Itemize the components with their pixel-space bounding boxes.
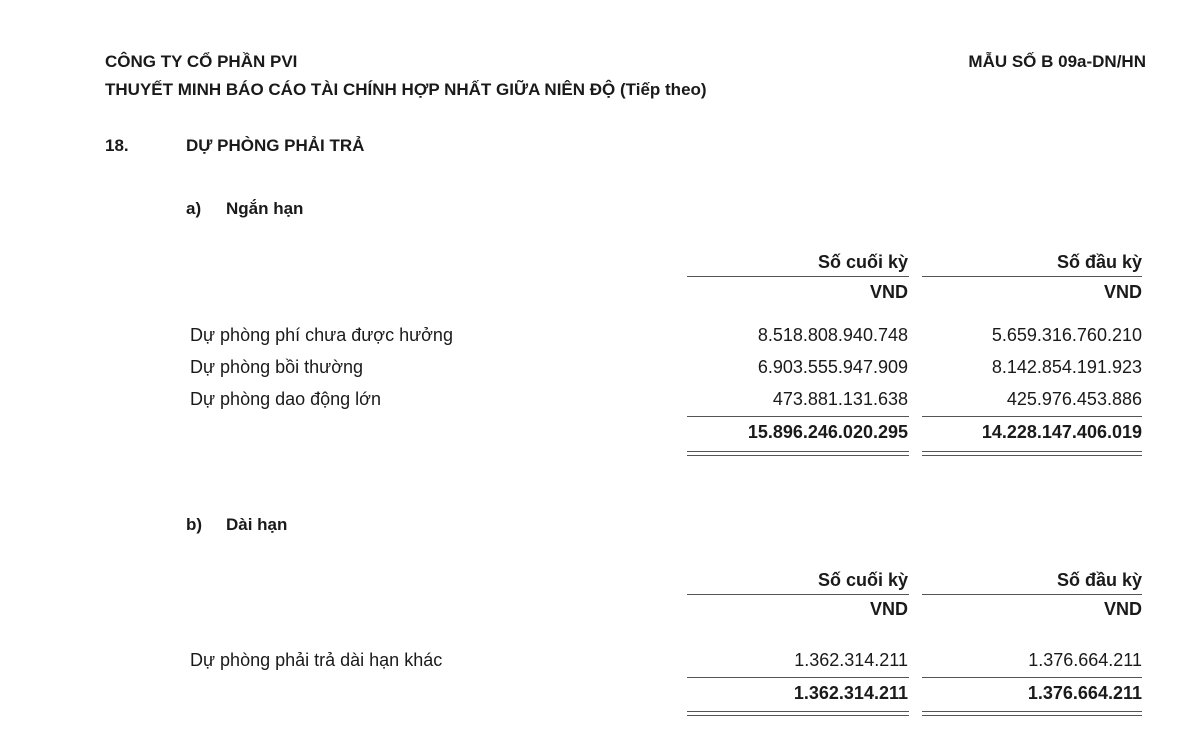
subsection-a-title: Ngắn hạn: [226, 199, 304, 218]
total-begin: 1.376.664.211: [1027, 683, 1142, 703]
row-value-end: 6.903.555.947.909: [757, 357, 908, 377]
total-double-rule-begin: [922, 711, 1142, 716]
col-header-underline-begin: [922, 276, 1142, 277]
total-top-rule-begin: [922, 677, 1142, 678]
total-end: 15.896.246.020.295: [747, 422, 908, 442]
total-top-rule-begin: [922, 416, 1142, 417]
unit-end: VND: [869, 599, 908, 619]
row-value-end: 8.518.808.940.748: [757, 325, 908, 345]
row-value-begin: 8.142.854.191.923: [991, 357, 1142, 377]
unit-begin: VND: [1103, 599, 1142, 619]
col-header-begin-period: Số đầu kỳ: [1056, 570, 1142, 590]
document-subtitle: THUYẾT MINH BÁO CÁO TÀI CHÍNH HỢP NHẤT GIỮA NIÊN ĐỘ (Tiếp theo): [105, 80, 707, 99]
row-value-begin: 1.376.664.211: [1028, 650, 1142, 670]
row-value-begin: 425.976.453.886: [1006, 389, 1142, 409]
row-label: Dự phòng bồi thường: [190, 357, 364, 377]
col-header-underline-end: [687, 594, 909, 595]
col-header-underline-end: [687, 276, 909, 277]
section-title: DỰ PHÒNG PHẢI TRẢ: [186, 136, 365, 155]
subsection-b-prefix: b): [186, 515, 203, 534]
unit-end: VND: [869, 282, 908, 302]
row-value-end: 473.881.131.638: [772, 389, 908, 409]
section-number: 18.: [105, 136, 129, 155]
row-label: Dự phòng phải trả dài hạn khác: [190, 650, 443, 670]
row-value-begin: 5.659.316.760.210: [991, 325, 1142, 345]
company-name: CÔNG TY CỔ PHẦN PVI: [105, 52, 298, 71]
subsection-a-prefix: a): [186, 199, 202, 218]
total-double-rule-end: [687, 711, 909, 716]
subsection-b-title: Dài hạn: [226, 515, 288, 534]
total-end: 1.362.314.211: [793, 683, 908, 703]
form-code: MẪU SỐ B 09a-DN/HN: [968, 52, 1146, 71]
total-begin: 14.228.147.406.019: [981, 422, 1142, 442]
col-header-end-period: Số cuối kỳ: [817, 570, 908, 590]
col-header-end-period: Số cuối kỳ: [817, 252, 908, 272]
total-top-rule-end: [687, 416, 909, 417]
unit-begin: VND: [1103, 282, 1142, 302]
col-header-underline-begin: [922, 594, 1142, 595]
row-value-end: 1.362.314.211: [794, 650, 908, 670]
total-top-rule-end: [687, 677, 909, 678]
total-double-rule-end: [687, 451, 909, 456]
total-double-rule-begin: [922, 451, 1142, 456]
row-label: Dự phòng phí chưa được hưởng: [190, 325, 453, 345]
col-header-begin-period: Số đầu kỳ: [1056, 252, 1142, 272]
row-label: Dự phòng dao động lớn: [190, 389, 381, 409]
